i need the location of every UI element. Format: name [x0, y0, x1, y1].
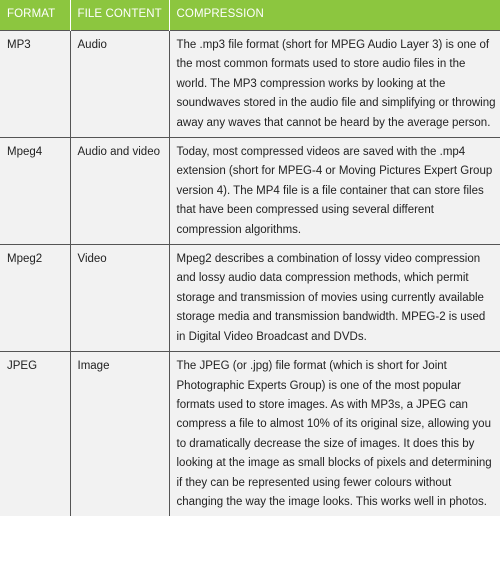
compression-cell: Mpeg2 describes a combination of lossy video compression and lossy audio data compression methods, which permit storage and transmission of movies using currently available storage media and transmission bandwidth. MPEG-2 is used in Digital Video Broadcast and DVDs.: [169, 245, 500, 352]
table-row: [0, 138, 500, 245]
compression-cell: Today, most compressed videos are saved with the .mp4 extension (short for MPEG-4 or Moving Pictures Expert Group version 4). The MP4 file is a file container that can store files that have been compressed using several different compression algorithms.: [169, 138, 500, 245]
file-content-cell: Video: [70, 245, 169, 352]
header-row: [0, 0, 500, 31]
compression-cell: The .mp3 file format (short for MPEG Audio Layer 3) is one of the most common formats used to store audio files in the world. The MP3 compression works by looking at the soundwaves stored in the audio file and simplifying or throwing away any waves that cannot be heard by the average person.: [169, 31, 500, 138]
table-row: [0, 352, 500, 517]
format-cell: Mpeg4: [0, 138, 70, 245]
format-cell: Mpeg2: [0, 245, 70, 352]
header-compression: COMPRESSION: [169, 0, 500, 31]
format-cell: JPEG: [0, 352, 70, 517]
header-format: FORMAT: [0, 0, 70, 31]
table-row: [0, 245, 500, 352]
file-content-cell: Audio: [70, 31, 169, 138]
format-cell: MP3: [0, 31, 70, 138]
header-file-content: FILE CONTENT: [70, 0, 169, 31]
file-content-cell: Image: [70, 352, 169, 517]
table-body: [0, 31, 500, 517]
table-row: [0, 31, 500, 138]
file-content-cell: Audio and video: [70, 138, 169, 245]
table-header: [0, 0, 500, 31]
compression-cell: The JPEG (or .jpg) file format (which is short for Joint Photographic Experts Group) is one of the most popular formats used to store images. As with MP3s, a JPEG can compress a file to almost 10% of its original size, allowing you to dramatically decrease the size of images. It does this by looking at the image as small blocks of pixels and determining if they can be represented using fewer colours without changing the way the image looks. This works well in photos.: [169, 352, 500, 517]
